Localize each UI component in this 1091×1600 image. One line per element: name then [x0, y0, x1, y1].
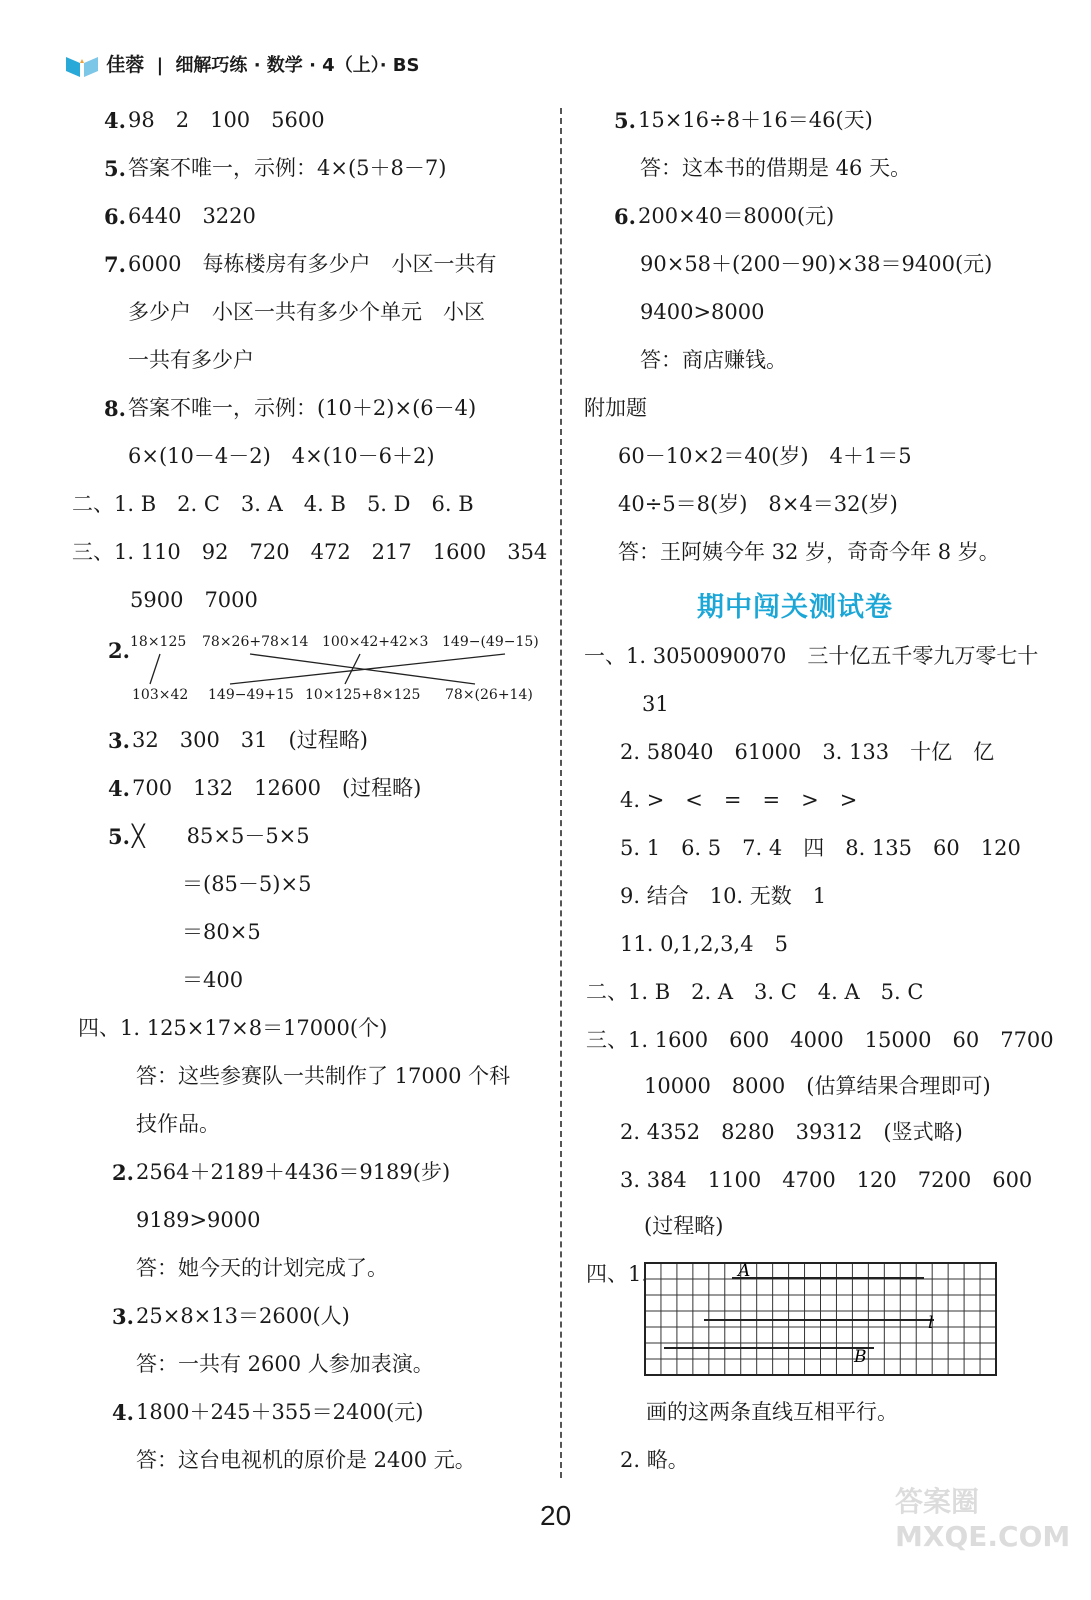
answer-line: 三、1. 1600 600 4000 15000 60 7700 — [586, 1028, 1054, 1052]
label-a: A — [738, 1262, 751, 1281]
item-number: 4. — [108, 776, 130, 801]
match-bottom-1: 103×42 — [132, 687, 189, 703]
answer-line: 答：这些参赛队一共制作了 17000 个科 — [136, 1064, 511, 1088]
label-l: l — [928, 1313, 934, 1333]
match-top-3: 100×42+42×3 — [322, 634, 429, 650]
answer-line: 技作品。 — [136, 1112, 220, 1136]
answer-line: 答：这台电视机的原价是 2400 元。 — [136, 1448, 476, 1472]
column-divider — [560, 108, 562, 1478]
item-number: 2. — [112, 1160, 134, 1185]
answer-line: 98 2 100 5600 — [128, 108, 325, 132]
brand-name: 佳蓉 — [106, 54, 145, 76]
answer-line: 5900 7000 — [130, 588, 258, 612]
item-number: 8. — [104, 396, 126, 421]
matching-lines — [130, 652, 540, 686]
answer-line: 6000 每栋楼房有多少户 小区一共有 — [128, 252, 497, 276]
answer-line: 9189>9000 — [136, 1208, 261, 1232]
answer-line: 2. 略。 — [620, 1448, 689, 1472]
match-top-1: 18×125 — [130, 634, 187, 650]
answer-line: 6440 3220 — [128, 204, 256, 228]
answer-line: 2. 4352 8280 39312 (竖式略) — [620, 1120, 963, 1144]
answer-line: ＝80×5 — [182, 920, 261, 944]
answer-line: 10000 8000 (估算结果合理即可) — [644, 1074, 991, 1098]
answer-line: 25×8×13＝2600(人) — [136, 1304, 350, 1328]
answer-line: 答：一共有 2600 人参加表演。 — [136, 1352, 434, 1376]
answer-line: 答：商店赚钱。 — [640, 348, 787, 372]
item-number: 4. — [112, 1400, 134, 1425]
answer-line: 9. 结合 10. 无数 1 — [620, 884, 827, 908]
match-bottom-3: 10×125+8×125 — [305, 687, 421, 703]
answer-line: 答：这本书的借期是 46 天。 — [640, 156, 912, 180]
item-number: 4. — [104, 108, 126, 133]
answer-line: 90×58＋(200－90)×38＝9400(元) — [640, 252, 993, 276]
answer-line: 2. 58040 61000 3. 133 十亿 亿 — [620, 740, 995, 764]
bonus-heading: 附加题 — [584, 396, 647, 420]
watermark-text: 答案圈 MXQE.COM — [895, 1485, 1071, 1553]
item-number: 3. — [112, 1304, 134, 1329]
answer-line: 2564＋2189＋4436＝9189(步) — [136, 1160, 451, 1184]
answer-line: 答案不唯一，示例：4×(5＋8－7) — [128, 156, 447, 180]
item-number: 5. — [614, 108, 636, 133]
item-number: 5. — [104, 156, 126, 181]
answer-line: ＝(85－5)×5 — [182, 872, 312, 896]
item-number: 6. — [614, 204, 636, 229]
answer-line: ╳ 85×5－5×5 — [132, 824, 310, 848]
label-b: B — [854, 1347, 867, 1367]
answer-line: 700 132 12600 (过程略) — [132, 776, 422, 800]
answer-line: 4. > < = = > > — [620, 788, 858, 812]
answer-line: 1800＋245＋355＝2400(元) — [136, 1400, 424, 1424]
match-bottom-4: 78×(26+14) — [445, 687, 533, 703]
page-number: 20 — [540, 1500, 572, 1531]
answer-line: 答：她今天的计划完成了。 — [136, 1256, 388, 1280]
item-number: 3. — [108, 728, 130, 753]
answer-line: 二、1. B 2. A 3. C 4. A 5. C — [586, 980, 924, 1004]
answer-line: 一、1. 3050090070 三十亿五千零九万零七十 — [584, 644, 1039, 668]
answer-line: ＝400 — [182, 968, 244, 992]
answer-line: 32 300 31 (过程略) — [132, 728, 368, 752]
answer-line: 11. 0,1,2,3,4 5 — [620, 932, 788, 956]
answer-line: (过程略) — [644, 1214, 724, 1238]
answer-line: 多少户 小区一共有多少个单元 小区 — [128, 300, 485, 324]
answer-line: 200×40＝8000(元) — [638, 204, 835, 228]
item-number: 5. — [108, 824, 130, 849]
match-top-4: 149−(49−15) — [442, 634, 539, 650]
answer-line: 四、1. — [586, 1262, 649, 1286]
answer-line: 二、1. B 2. C 3. A 4. B 5. D 6. B — [72, 492, 474, 516]
item-number: 2. — [108, 638, 130, 663]
match-bottom-2: 149−49+15 — [208, 687, 294, 703]
item-number: 7. — [104, 252, 126, 277]
watermark — [895, 1480, 1091, 1553]
book-logo-icon — [64, 53, 100, 79]
match-line — [150, 654, 160, 684]
answer-line: 3. 384 1100 4700 120 7200 600 — [620, 1168, 1033, 1192]
section-title: 期中闯关测试卷 — [697, 592, 893, 623]
header-title: 细解巧练 · 数学 · 4（上）· BS — [175, 55, 420, 76]
answer-line: 40÷5＝8(岁) 8×4＝32(岁) — [618, 492, 898, 516]
match-top-2: 78×26+78×14 — [202, 634, 309, 650]
answer-line: 31 — [642, 692, 669, 716]
answer-line: 画的这两条直线互相平行。 — [646, 1400, 898, 1424]
answer-line: 15×16÷8＋16＝46(天) — [638, 108, 873, 132]
answer-line: 四、1. 125×17×8＝17000(个) — [78, 1016, 388, 1040]
item-number: 6. — [104, 204, 126, 229]
answer-line: 6×(10－4－2) 4×(10－6＋2) — [128, 444, 435, 468]
parallel-lines-grid — [644, 1262, 998, 1378]
answer-line: 5. 1 6. 5 7. 4 四 8. 135 60 120 — [620, 836, 1021, 860]
answer-line: 三、1. 110 92 720 472 217 1600 354 — [72, 540, 548, 564]
answer-line: 答：王阿姨今年 32 岁，奇奇今年 8 岁。 — [618, 540, 1000, 564]
match-line — [230, 654, 505, 684]
answer-line: 9400>8000 — [640, 300, 765, 324]
answer-line: 一共有多少户 — [128, 348, 254, 372]
page-header: 佳蓉 | 细解巧练 · 数学 · 4（上）· BS — [64, 50, 420, 79]
answer-line: 答案不唯一，示例：(10＋2)×(6－4) — [128, 396, 477, 420]
answer-line: 60－10×2＝40(岁) 4＋1＝5 — [618, 444, 912, 468]
